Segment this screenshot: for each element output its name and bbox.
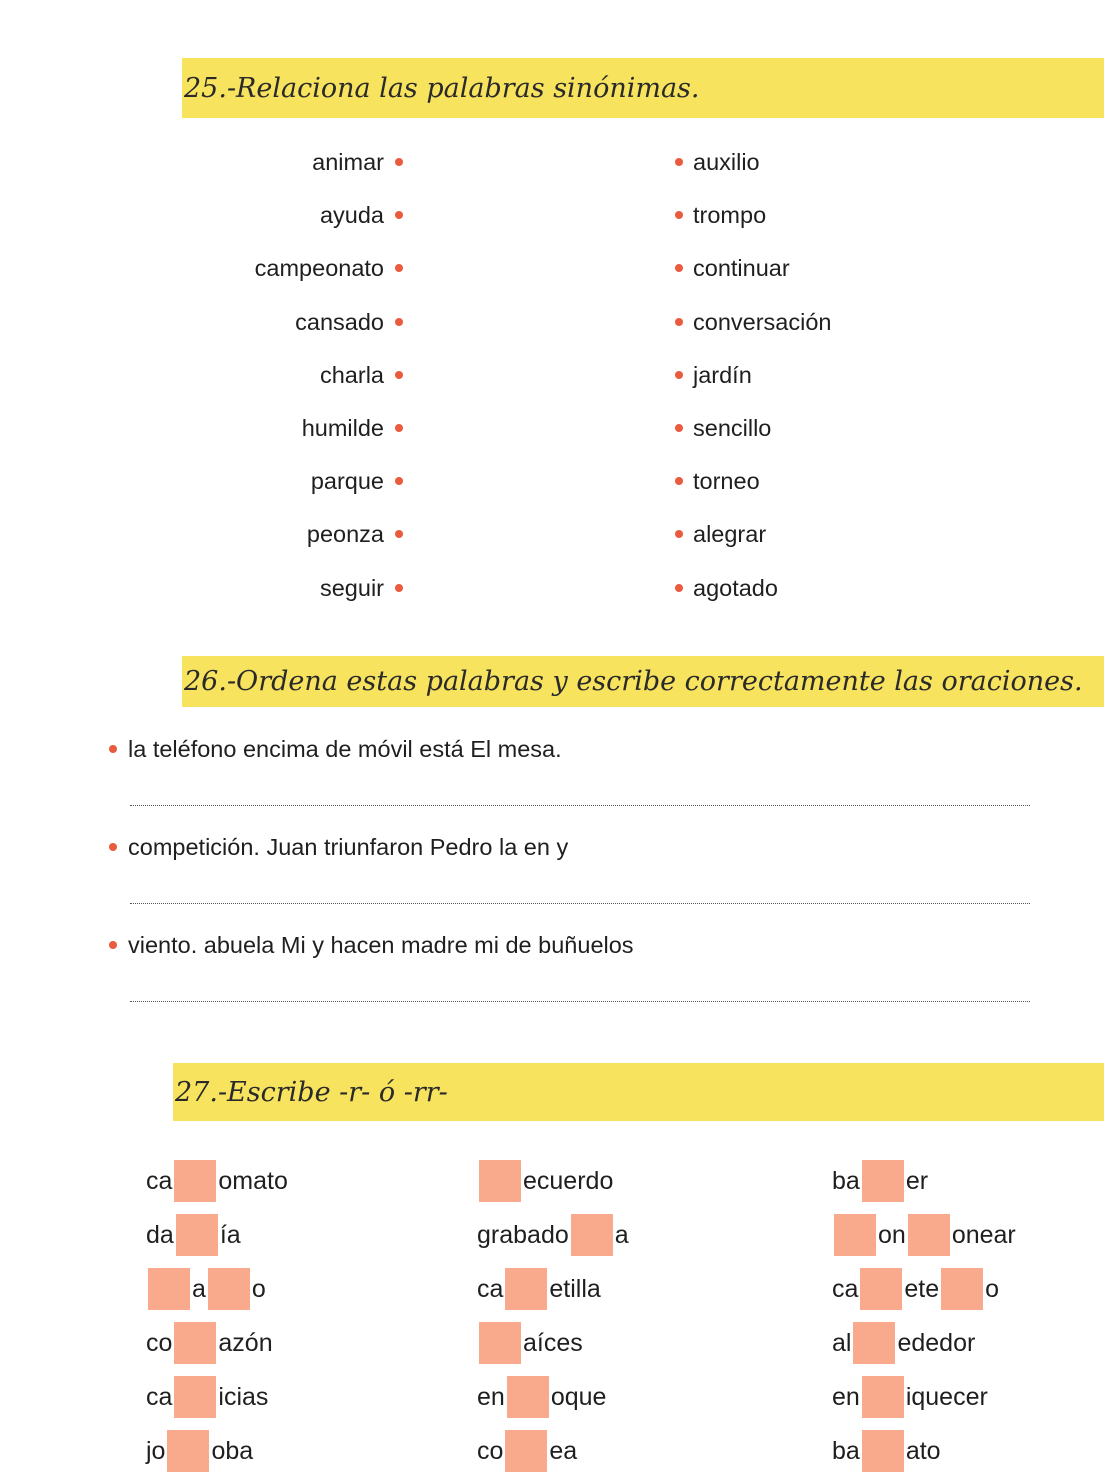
blank-box[interactable] [860, 1268, 902, 1310]
scrambled-sentence: viento. abuela Mi y hacen madre mi de buñuelos [128, 932, 634, 958]
blank-box[interactable] [862, 1376, 904, 1418]
blank-box[interactable] [174, 1322, 216, 1364]
word-fragment: ía [219, 1220, 241, 1249]
answer-line[interactable] [130, 903, 1030, 904]
word-fragment: ca [832, 1274, 859, 1303]
left-match-dot[interactable] [395, 530, 403, 538]
word-fragment: on [878, 1220, 906, 1249]
blank-box[interactable] [174, 1160, 216, 1202]
word-fragment: iquecer [905, 1382, 988, 1411]
bullet-dot [109, 941, 117, 949]
blank-box[interactable] [834, 1214, 876, 1256]
word-fragment: ededor [897, 1328, 976, 1357]
bullet-dot [109, 745, 117, 753]
answer-line[interactable] [130, 1001, 1030, 1002]
left-match-dot[interactable] [395, 211, 403, 219]
word-fragment: al [832, 1328, 852, 1357]
left-word: seguir [319, 574, 384, 601]
word-fragment: a [614, 1220, 629, 1249]
fill-word [146, 1214, 241, 1256]
word-fragment: ato [905, 1436, 941, 1465]
right-match-dot[interactable] [675, 530, 683, 538]
blank-box[interactable] [853, 1322, 895, 1364]
fill-word [832, 1160, 928, 1202]
fill-word [832, 1376, 988, 1418]
exercise-25-header [182, 58, 1104, 118]
word-fragment: o [251, 1274, 266, 1303]
word-fragment: azón [218, 1328, 273, 1357]
left-match-dot[interactable] [395, 424, 403, 432]
scrambled-sentence: la teléfono encima de móvil está El mesa. [128, 736, 562, 762]
right-match-dot[interactable] [675, 318, 683, 326]
word-fragment: icias [218, 1382, 269, 1411]
right-word: conversación [693, 308, 832, 335]
word-fragment: en [477, 1382, 505, 1411]
left-word: parque [310, 468, 384, 495]
fill-word [477, 1430, 577, 1472]
right-word: trompo [693, 202, 767, 229]
exercise-26-header [182, 656, 1104, 707]
right-word: auxilio [693, 149, 760, 175]
blank-box[interactable] [908, 1214, 950, 1256]
blank-box[interactable] [479, 1322, 521, 1364]
fill-word [477, 1160, 613, 1202]
blank-box[interactable] [479, 1160, 521, 1202]
word-fragment: aíces [523, 1328, 583, 1357]
blank-box[interactable] [176, 1214, 218, 1256]
answer-line[interactable] [130, 805, 1030, 806]
fill-word [146, 1376, 268, 1418]
right-word: agotado [693, 574, 778, 601]
word-fragment: en [832, 1382, 860, 1411]
word-fragment: oque [550, 1382, 607, 1411]
blank-box[interactable] [862, 1160, 904, 1202]
fill-word [832, 1322, 975, 1364]
exercise-25-title: 25.-Relaciona las palabras sinónimas. [184, 72, 700, 104]
right-word: sencillo [693, 415, 772, 441]
word-fragment: omato [218, 1166, 288, 1195]
word-fragment: grabado [477, 1220, 569, 1249]
left-match-dot[interactable] [395, 158, 403, 166]
word-fragment: jo [146, 1436, 166, 1465]
right-word: continuar [693, 255, 790, 282]
fill-word [477, 1322, 583, 1364]
word-fragment: oba [211, 1436, 254, 1465]
left-match-dot[interactable] [395, 264, 403, 272]
left-match-dot[interactable] [395, 477, 403, 485]
right-match-dot[interactable] [675, 371, 683, 379]
fill-word [146, 1160, 288, 1202]
exercise-27-header [173, 1063, 1104, 1121]
bullet-dot [109, 843, 117, 851]
word-fragment: ba [832, 1436, 860, 1465]
left-word: charla [319, 361, 384, 388]
fill-word [832, 1430, 941, 1472]
fill-word [477, 1214, 629, 1256]
word-fragment: o [985, 1274, 1000, 1303]
word-fragment: onear [951, 1220, 1016, 1249]
word-fragment: da [146, 1220, 174, 1249]
word-fragment: ba [832, 1166, 860, 1195]
word-fragment: ecuerdo [523, 1166, 614, 1195]
blank-box[interactable] [174, 1376, 216, 1418]
word-fragment: ea [549, 1436, 578, 1465]
right-match-dot[interactable] [675, 264, 683, 272]
fill-word [146, 1430, 253, 1472]
left-match-dot[interactable] [395, 371, 403, 379]
blank-box[interactable] [941, 1268, 983, 1310]
blank-box[interactable] [505, 1268, 547, 1310]
fill-word [146, 1268, 266, 1310]
word-fragment: ca [146, 1166, 173, 1195]
blank-box[interactable] [862, 1430, 904, 1472]
left-word: campeonato [254, 255, 384, 282]
left-word: ayuda [319, 202, 384, 229]
fill-word [832, 1268, 999, 1310]
fill-word [832, 1214, 1016, 1256]
left-word: cansado [295, 308, 384, 335]
right-word: jardín [693, 361, 752, 388]
left-match-dot[interactable] [395, 318, 403, 326]
left-word: humilde [301, 415, 384, 441]
word-fragment: ca [477, 1274, 504, 1303]
right-match-dot[interactable] [675, 584, 683, 592]
blank-box[interactable] [507, 1376, 549, 1418]
fill-word [477, 1376, 606, 1418]
right-match-dot[interactable] [675, 158, 683, 166]
right-match-dot[interactable] [675, 477, 683, 485]
blank-box[interactable] [167, 1430, 209, 1472]
exercise-26-title: 26.-Ordena estas palabras y escribe correctamente las oraciones. [184, 666, 1083, 697]
word-fragment: etilla [549, 1274, 601, 1303]
blank-box[interactable] [148, 1268, 190, 1310]
right-word: torneo [693, 468, 760, 495]
fill-word [477, 1268, 601, 1310]
word-fragment: co [146, 1328, 173, 1357]
right-match-dot[interactable] [675, 211, 683, 219]
left-word: peonza [306, 521, 384, 548]
word-fragment: a [192, 1274, 206, 1303]
left-word: animar [312, 149, 384, 175]
fill-word [146, 1322, 273, 1364]
left-match-dot[interactable] [395, 584, 403, 592]
blank-box[interactable] [505, 1430, 547, 1472]
blank-box[interactable] [208, 1268, 250, 1310]
word-fragment: ca [146, 1382, 173, 1411]
blank-box[interactable] [571, 1214, 613, 1256]
right-word: alegrar [693, 521, 767, 548]
word-fragment: er [905, 1166, 929, 1195]
scrambled-sentence: competición. Juan triunfaron Pedro la en y [128, 834, 569, 860]
exercise-27-title: 27.-Escribe -r- ó -rr- [175, 1076, 448, 1108]
right-match-dot[interactable] [675, 424, 683, 432]
word-fragment: co [477, 1436, 504, 1465]
word-fragment: ete [904, 1274, 940, 1303]
